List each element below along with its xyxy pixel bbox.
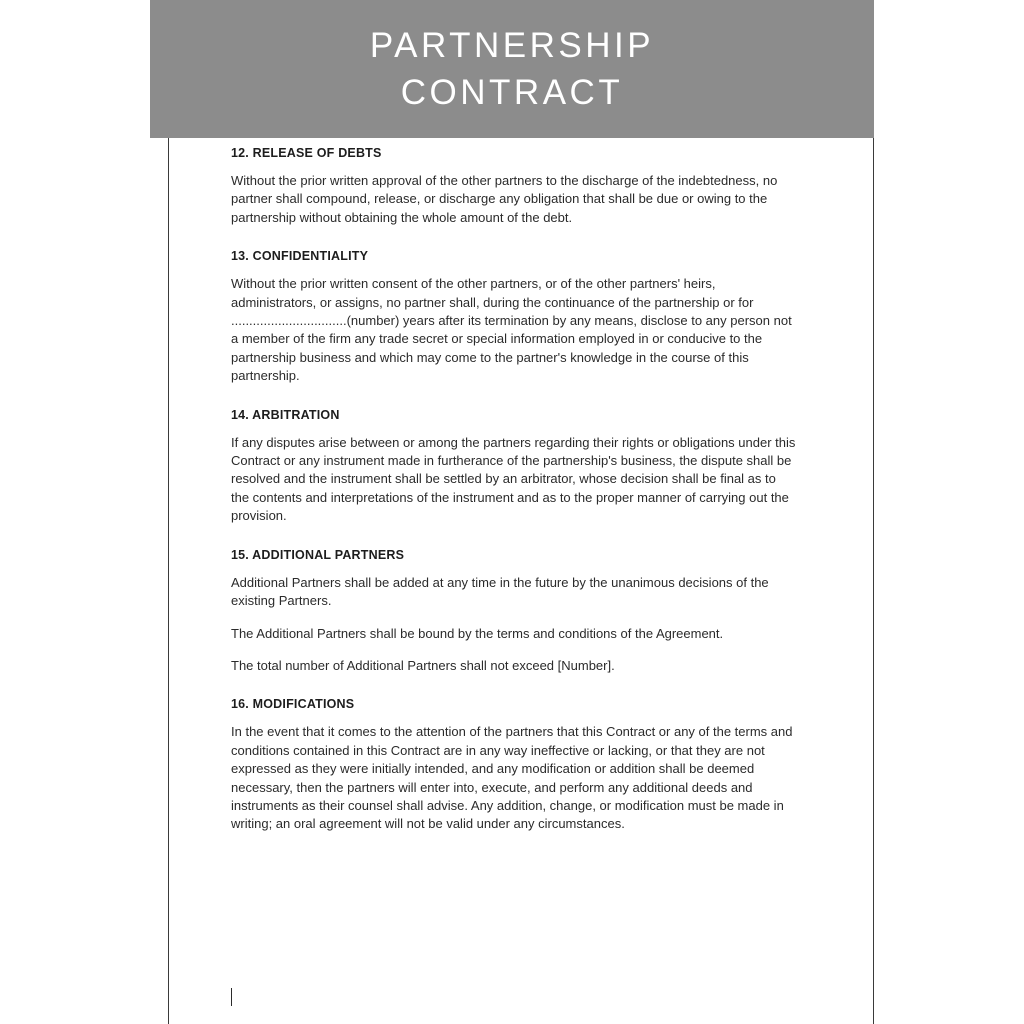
clause-heading: 16. MODIFICATIONS	[231, 697, 355, 712]
clause-paragraph: Without the prior written approval of the other partners to the discharge of the indebtedness, no partner shall compound, release, or discharge any obligation that shall be due or owing to the partnership without obtaining the whole amount of the debt.	[231, 173, 778, 225]
clause-paragraph: Without the prior written consent of the other partners, or of the other partners' heirs, administrators, or assigns, no partner shall, during the continuance of the partnership or for ................................(number) years after its termination by any means, disclose to any person not a member of the firm any trade secret or special information employed in or conducive to the partnership business and which may come to the partner's knowledge in the course of this partnership.	[231, 276, 792, 384]
clause-modifications	[231, 689, 796, 833]
clause-heading: 14. ARBITRATION	[231, 407, 340, 422]
banner-title-line-2: CONTRACT	[400, 73, 624, 112]
clause-paragraph: The total number of Additional Partners shall not exceed [Number].	[231, 657, 615, 673]
document-sheet	[168, 138, 874, 1024]
clause-release-of-debts	[231, 146, 796, 227]
clause-additional-partners	[231, 540, 796, 676]
text-cursor	[231, 988, 232, 1006]
clause-paragraph: Additional Partners shall be added at any time in the future by the unanimous decisions of the existing Partners.	[231, 574, 769, 609]
clause-paragraph: If any disputes arise between or among the partners regarding their rights or obligations under this Contract or any instrument made in furtherance of the partnership's business, the dispute shall be resolved and the instrument shall be settled by an arbitrator, whose decision shall be final as to the contents and interpretations of the instrument and as to the proper manner of carrying out the provision.	[231, 434, 796, 524]
clause-paragraph: In the event that it comes to the attention of the partners that this Contract or any of the terms and conditions contained in this Contract are in any way ineffective or lacking, or that they are not expressed as they were initially intended, and any modification or addition shall be deemed necessary, then the partners will enter into, execute, and perform any additional deeds and instruments as their counsel shall advise. Any addition, change, or modification must be made in writing; an oral agreement will not be valid under any circumstances.	[231, 724, 793, 832]
clause-heading: 15. ADDITIONAL PARTNERS	[231, 547, 405, 562]
clause-heading: 13. CONFIDENTIALITY	[231, 249, 369, 264]
clause-confidentiality	[231, 241, 796, 385]
clause-paragraph: The Additional Partners shall be bound by the terms and conditions of the Agreement.	[231, 625, 724, 641]
clause-heading: 12. RELEASE OF DEBTS	[231, 146, 382, 160]
clause-arbitration	[231, 400, 796, 526]
document-body	[231, 146, 796, 848]
document-banner	[150, 0, 874, 138]
banner-title-line-1: PARTNERSHIP	[369, 26, 655, 65]
